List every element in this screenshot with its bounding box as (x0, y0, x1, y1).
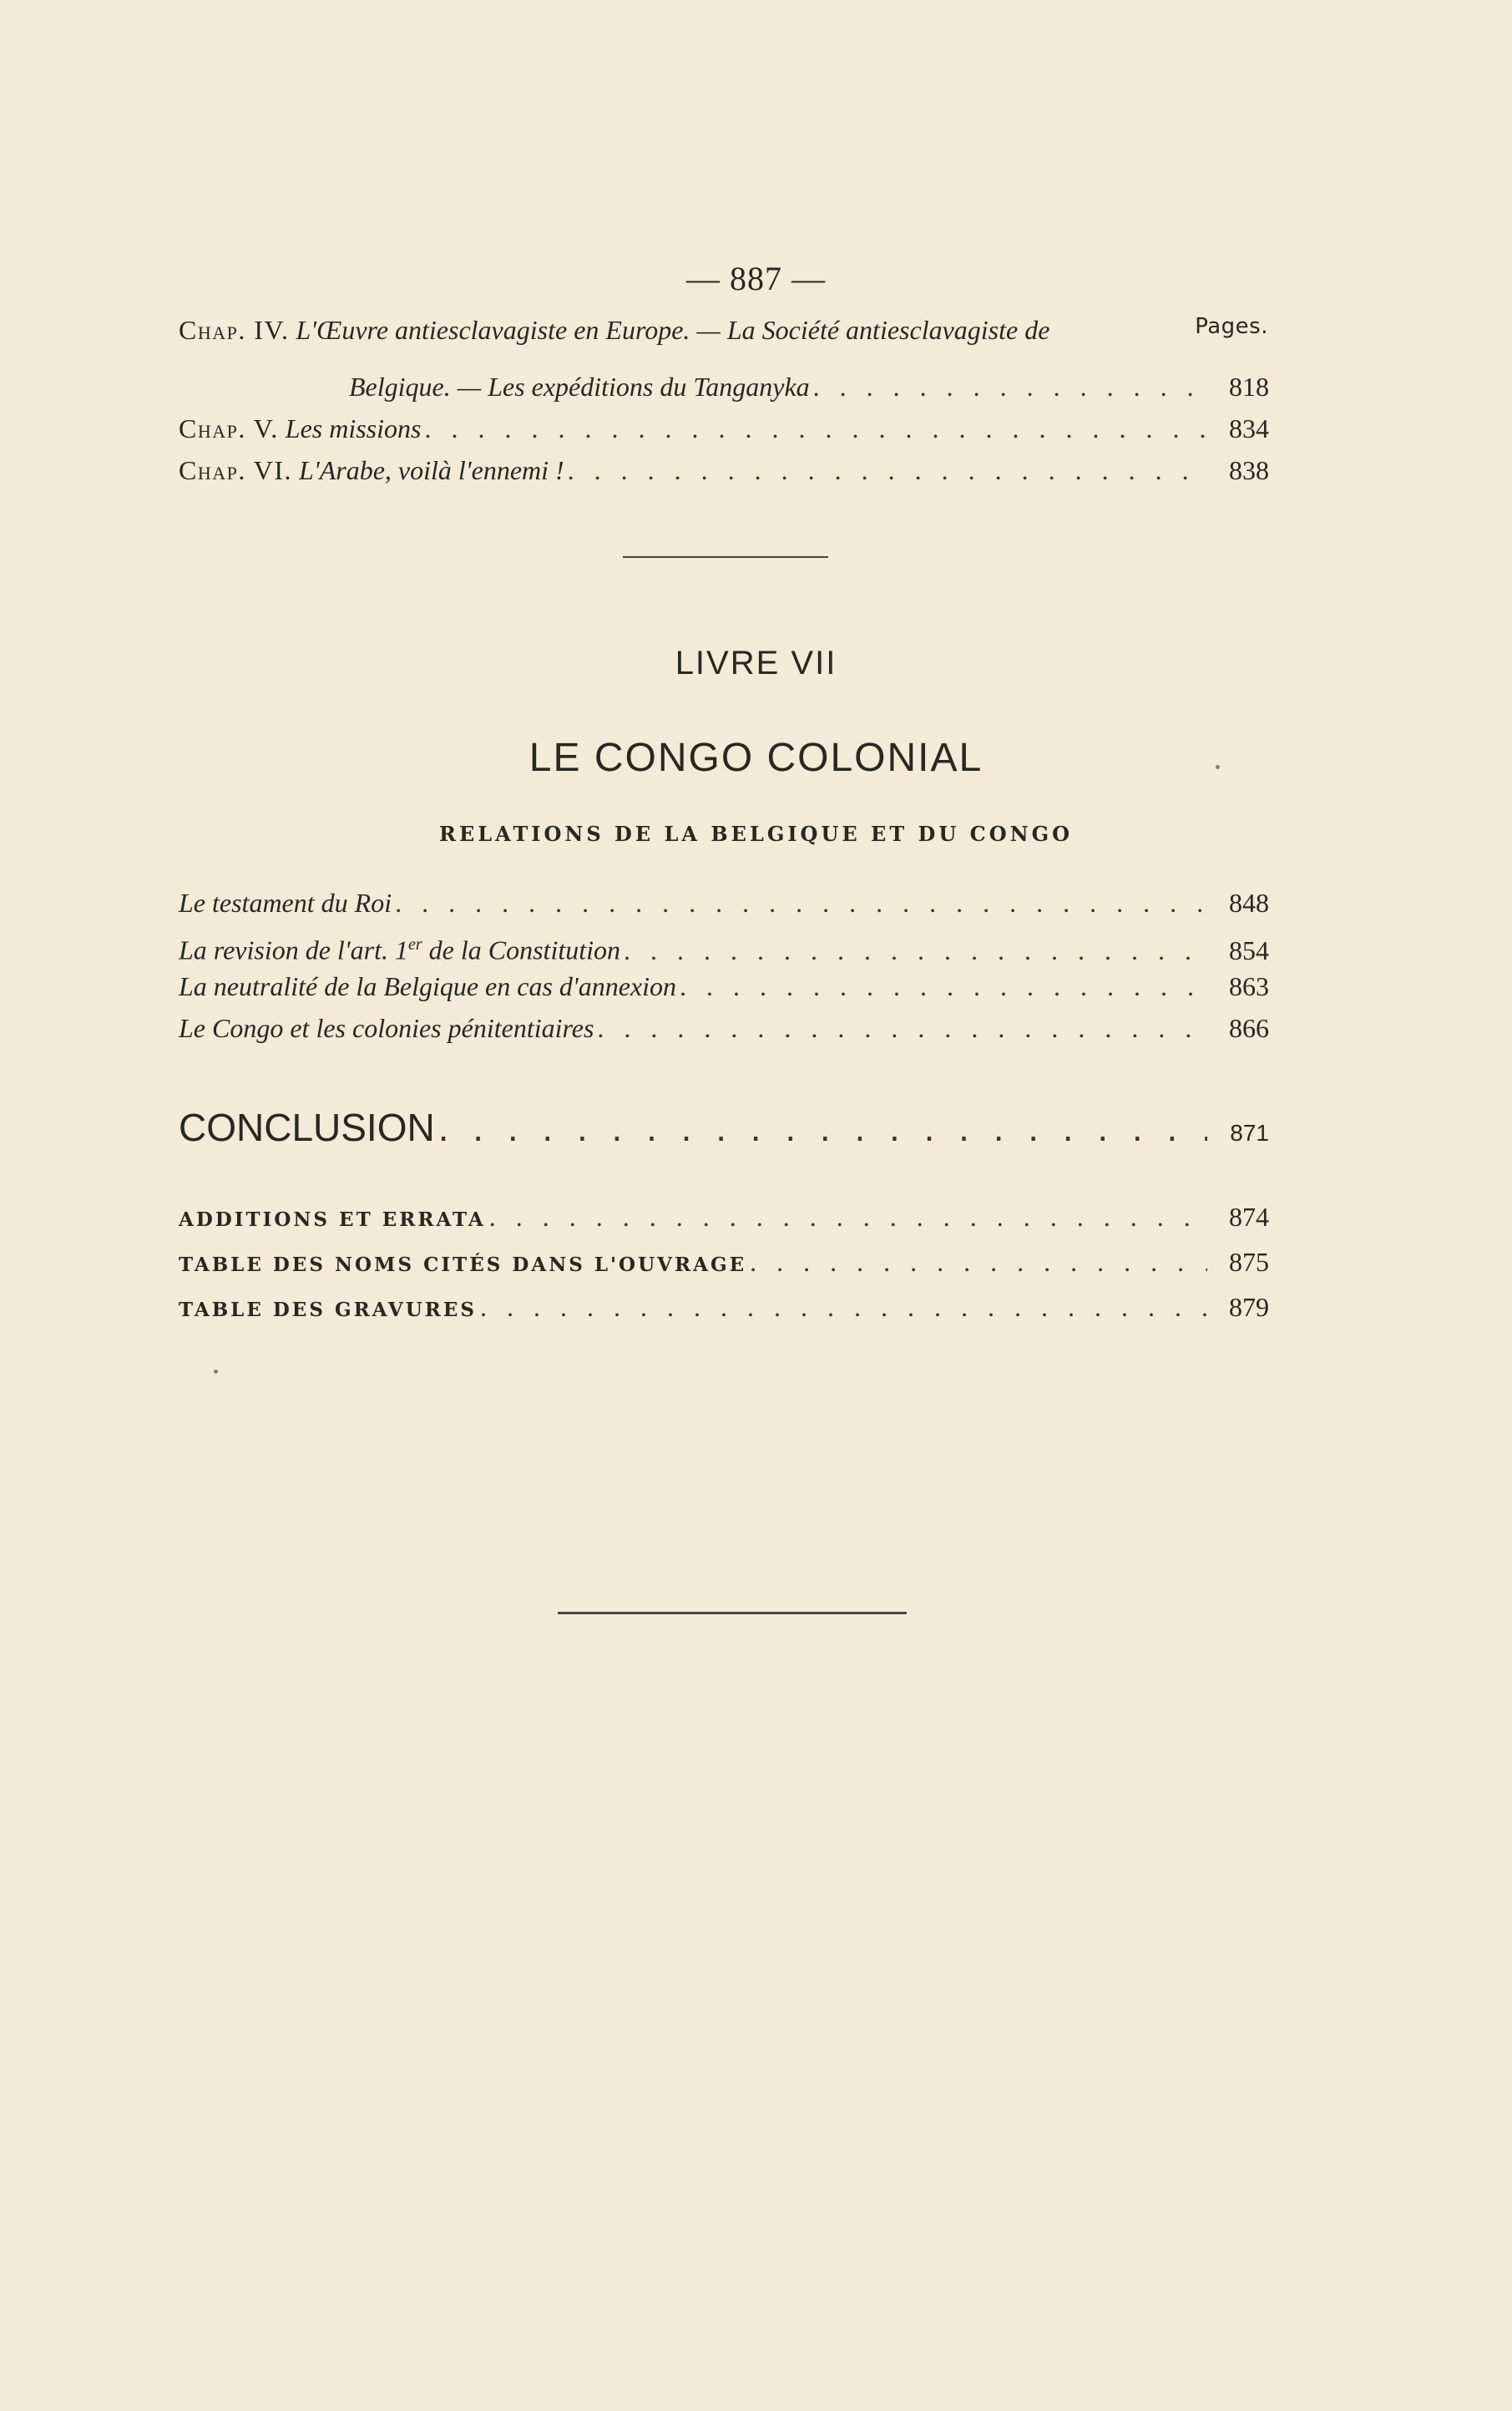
dot-leader (480, 1288, 1207, 1326)
page-ref: 879 (1229, 1292, 1269, 1322)
closing-rule (558, 1612, 907, 1614)
page-number: — 887 — (686, 260, 826, 297)
toc-entry-chap-4 (179, 311, 1269, 349)
dot-leader (680, 967, 1207, 1005)
appendix-title: ADDITIONS ET ERRATA (179, 1208, 486, 1231)
chapter-prefix: Chap. V. (179, 413, 279, 443)
paper-speck (1216, 765, 1220, 769)
dot-leader (438, 1102, 1207, 1152)
chapter-title-continued: Belgique. — Les expéditions du Tanganyka (349, 372, 810, 402)
toc-entry (179, 1009, 1269, 1047)
livre-heading: LIVRE VII (675, 645, 837, 681)
page-ref: 834 (1229, 413, 1269, 443)
page-ref: 871 (1230, 1120, 1269, 1146)
dot-leader (750, 1243, 1207, 1281)
page-ref: 863 (1229, 971, 1269, 1001)
appendix-title: TABLE DES GRAVURES (179, 1299, 478, 1321)
dot-leader (489, 1198, 1207, 1236)
toc-entry-appendix (179, 1288, 1269, 1326)
toc-entry (179, 884, 1269, 922)
page-ref: 874 (1229, 1202, 1269, 1232)
page-ref: 818 (1229, 372, 1269, 402)
entry-title: La revision de l'art. 1er de la Constitution (179, 935, 620, 965)
dot-leader (597, 1009, 1207, 1047)
pages-column-label: Pages. (1195, 314, 1268, 339)
page-ref: 875 (1229, 1247, 1269, 1277)
paper-speck (214, 1370, 218, 1374)
appendix-title: TABLE DES NOMS CITÉS DANS L'OUVRAGE (179, 1254, 747, 1276)
section-divider (623, 556, 828, 558)
page-ref: 854 (1229, 935, 1269, 965)
chapter-title: L'Œuvre antiesclavagiste en Europe. — La Société antiesclavagiste de (296, 315, 1050, 345)
dot-leader (568, 451, 1207, 489)
chapter-prefix: Chap. IV. (179, 315, 290, 345)
toc-entry (179, 967, 1269, 1005)
toc-entry (179, 925, 1269, 964)
chapter-title: Les missions (285, 413, 422, 443)
toc-entry-appendix (179, 1198, 1269, 1236)
toc-entry-chap-4-continued (349, 367, 1269, 406)
dot-leader (813, 367, 1207, 406)
page-ref: 838 (1229, 455, 1269, 485)
entry-title: La neutralité de la Belgique en cas d'annexion (179, 971, 677, 1001)
livre-subtitle: RELATIONS DE LA BELGIQUE ET DU CONGO (439, 822, 1073, 846)
livre-title: LE CONGO COLONIAL (528, 736, 984, 780)
dot-leader (424, 409, 1207, 448)
toc-entry-chap-5 (179, 409, 1269, 448)
toc-entry-chap-6 (179, 451, 1269, 489)
chapter-title: L'Arabe, voilà l'ennemi ! (299, 455, 564, 485)
toc-entry-conclusion (179, 1102, 1269, 1152)
chapter-prefix: Chap. VI. (179, 455, 293, 485)
dot-leader (624, 931, 1207, 970)
conclusion-title: CONCLUSION (179, 1106, 435, 1149)
page-ref: 848 (1229, 888, 1269, 918)
toc-entry-appendix (179, 1243, 1269, 1281)
page-ref: 866 (1229, 1013, 1269, 1043)
dot-leader (395, 884, 1207, 922)
entry-title: Le testament du Roi (179, 888, 392, 918)
entry-title: Le Congo et les colonies pénitentiaires (179, 1013, 594, 1043)
